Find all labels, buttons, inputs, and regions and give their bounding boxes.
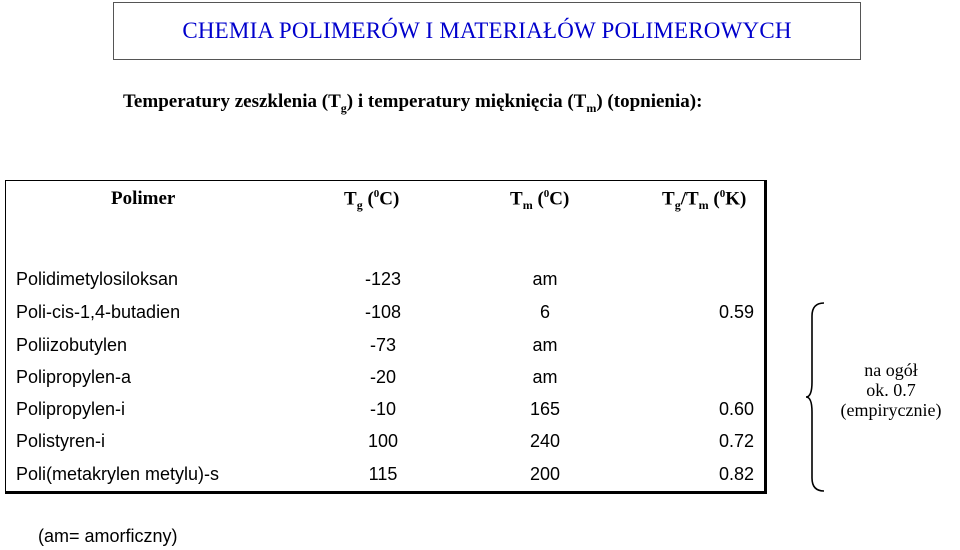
table-row-tm: am (532, 269, 558, 289)
header-tg-deg: 0 (373, 188, 380, 200)
subtitle-sub-g: g (340, 100, 347, 115)
table-row-ratio: 0.60 (718, 399, 754, 419)
table-row-tm: 165 (529, 399, 561, 419)
header-tm-sub: m (522, 198, 533, 213)
header-ratio (662, 188, 746, 213)
header-tg-sub: g (356, 198, 363, 213)
header-tg-close: C) (379, 188, 400, 210)
table-row-name: Polistyren-i (16, 431, 106, 451)
table-row-tg: -20 (369, 367, 396, 387)
table-row-tm: 200 (529, 464, 561, 484)
header-tg-open: ( (362, 188, 374, 210)
header-ratio-sub2: m (698, 198, 709, 213)
header-polymer: Polimer (111, 188, 176, 209)
table-row-tm: 6 (539, 302, 550, 322)
side-note (822, 360, 960, 420)
subtitle-sub-m: m (586, 100, 597, 115)
header-tg-symbol: T (344, 188, 357, 210)
header-ratio-open: ( (708, 188, 720, 210)
table-row-ratio: 0.72 (718, 431, 754, 451)
table-row-name: Poliizobutylen (16, 335, 128, 355)
header-tm-deg: 0 (543, 188, 550, 200)
subtitle-text-3: ) (topnienia): (596, 91, 703, 112)
table-row-tm: am (532, 367, 558, 387)
header-ratio-sub1: g (674, 198, 681, 213)
subtitle-text-1: Temperatury zeszklenia (T (123, 91, 341, 112)
header-tm (510, 188, 569, 213)
table-row-tg: 100 (367, 431, 399, 451)
title-box (113, 2, 861, 60)
table-row-tg: -10 (369, 399, 396, 419)
table-row-ratio: 0.82 (718, 464, 754, 484)
table-row-ratio: 0.59 (718, 302, 754, 322)
table-row-name: Polipropylen-a (16, 367, 132, 387)
table-row-tg: -108 (364, 302, 402, 322)
table-row-tg: -73 (369, 335, 396, 355)
table-row-name: Polidimetylosiloksan (16, 269, 179, 289)
table-row-tg: 115 (368, 464, 398, 484)
side-note-line-3: (empirycznie) (840, 400, 942, 420)
subtitle-text-2: ) i temperatury mięknięcia (T (346, 91, 587, 112)
table-row-name: Poli-cis-1,4-butadien (16, 302, 181, 322)
table-row-tm: am (532, 335, 558, 355)
table-row-tm: 240 (529, 431, 561, 451)
subtitle (123, 91, 702, 116)
table-row-tg: -123 (364, 269, 402, 289)
header-tm-close: C) (549, 188, 570, 210)
footnote: (am= amorficzny) (38, 526, 178, 546)
header-ratio-slash: /T (680, 188, 699, 210)
side-note-line-2: ok. 0.7 (866, 380, 916, 400)
header-tg (344, 188, 399, 213)
header-ratio-t1: T (662, 188, 675, 210)
table-row-name: Polipropylen-i (16, 399, 126, 419)
header-tm-open: ( (532, 188, 544, 210)
header-ratio-deg: 0 (719, 188, 726, 200)
table-row-name: Poli(metakrylen metylu)-s (16, 464, 220, 484)
page-title: CHEMIA POLIMERÓW I MATERIAŁÓW POLIMEROWYCH (182, 18, 792, 43)
header-tm-symbol: T (510, 188, 523, 210)
side-note-line-1: na ogół (864, 360, 918, 380)
header-ratio-close: K) (725, 188, 747, 210)
